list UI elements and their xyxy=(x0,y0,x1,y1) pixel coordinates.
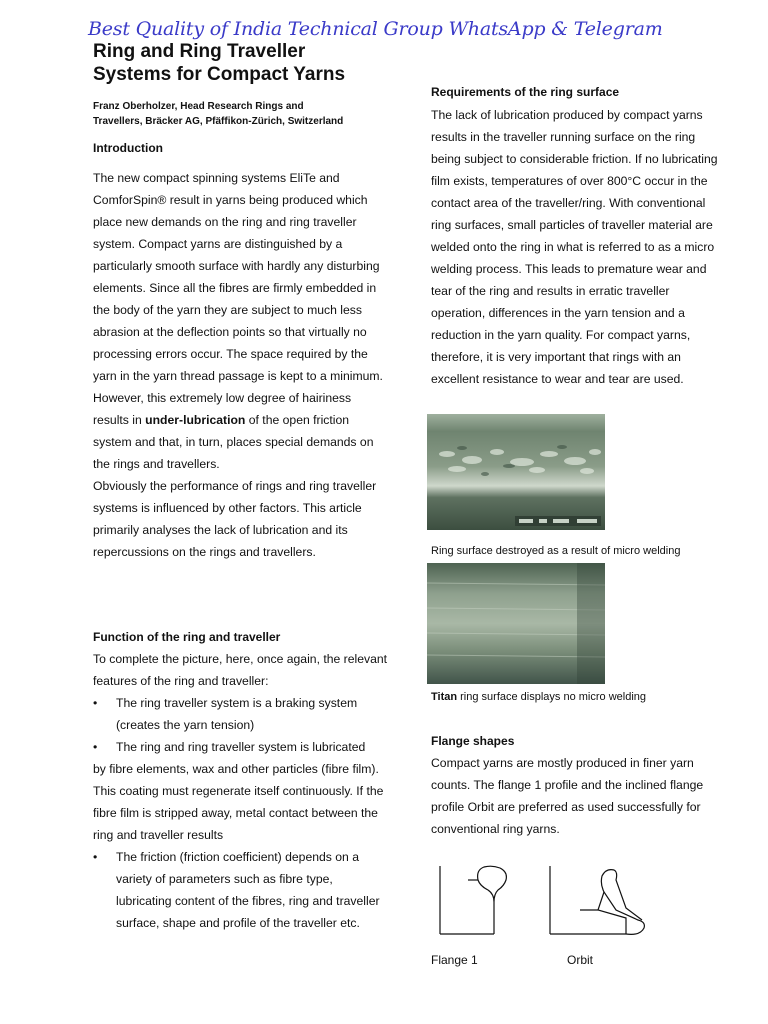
flange-1-label: Flange 1 xyxy=(431,953,478,967)
title-line-2: Systems for Compact Yarns xyxy=(93,64,346,85)
flange-shapes-body: Compact yarns are mostly produced in finer yarn counts. The flange 1 profile and the inclined flange profile Orbit are preferred as used successfully for conventional ring yarns. xyxy=(431,756,704,836)
watermark: Best Quality of India Technical Group WhatsApp & Telegram xyxy=(88,18,663,40)
titan-ring-photo-graphic xyxy=(427,563,605,684)
titan-term: Titan xyxy=(431,691,458,703)
flange-1-profile xyxy=(440,866,506,934)
article-title xyxy=(93,40,413,86)
bullet-dot: • xyxy=(93,696,98,710)
bullet-item xyxy=(93,736,388,846)
authors-line-1: Franz Oberholzer, Head Research Rings and xyxy=(93,101,304,112)
author-affiliation xyxy=(93,100,393,129)
bullet-text-2-rest: by fibre elements, wax and other particles (fibre film). This coating must regenerate itself continuously. If the fibre film is stripped away, metal contact between the ring and traveller results xyxy=(93,762,384,842)
function-bullet-list xyxy=(93,692,388,934)
bullet-dot: • xyxy=(93,740,98,754)
micro-welding-photo xyxy=(427,414,605,530)
intro-paragraph-1: The new compact spinning systems EliTe and ComforSpin® result in yarns being produced which place new demands on the ring and ring traveller system. Compact yarns are distinguished by a particularly smooth surface with hardly any disturbing elements. Since all the fibres are firmly embedded in the body of the yarn they are subject to much less abrasion at the deflection points so that virtually no processing errors occur. The space required by the yarn in the yarn thread passage is kept to a minimum. xyxy=(93,171,383,383)
intro-p2-after: of the open friction system and that, in turn, places special demands on the rings and travellers. xyxy=(93,413,374,471)
function-intro: To complete the picture, here, once again, the relevant features of the ring and traveller: xyxy=(93,652,388,688)
intro-paragraph-2 xyxy=(93,387,388,475)
titan-caption xyxy=(431,691,646,703)
flange-shapes-heading: Flange shapes xyxy=(431,734,515,748)
introduction-heading: Introduction xyxy=(93,141,163,155)
requirements-body: The lack of lubrication produced by compact yarns results in the traveller running surface on the ring being subject to considerable friction. If no lubricating film exists, temperatures of over 800°C occur in the contact area of the traveller/ring. With conventional ring surfaces, small particles of traveller material are welded onto the ring in what is referred to as a micro welding process. This leads to premature wear and tear of the ring and results in erratic traveller operation, differences in the yarn tension and a reduction in the yarn quality. For compact yarns, therefore, it is very important that rings with an excellent resistance to wear and tear are used. xyxy=(431,108,718,386)
micro-welding-photo-graphic xyxy=(427,414,605,530)
micro-welding-caption: Ring surface destroyed as a result of micro welding xyxy=(431,545,681,557)
intro-p2-before: However, this extremely low degree of hairiness results in xyxy=(93,391,352,427)
title-line-1: Ring and Ring Traveller xyxy=(93,41,306,62)
authors-line-2: Travellers, Bräcker AG, Pfäffikon-Zürich, Switzerland xyxy=(93,115,344,127)
under-lubrication-term: under-lubrication xyxy=(145,413,246,427)
introduction-body xyxy=(93,167,388,563)
bullet-item xyxy=(93,846,388,934)
bullet-item xyxy=(93,692,388,736)
intro-paragraph-3: Obviously the performance of rings and ring traveller systems is influenced by other factors. This article primarily analyses the lack of lubrication and its repercussions on the rings and travellers. xyxy=(93,479,377,559)
flange-profile-diagram xyxy=(430,862,660,942)
orbit-profile xyxy=(550,866,644,934)
bullet-text-1: The ring traveller system is a braking system (creates the yarn tension) xyxy=(116,696,358,732)
requirements-heading: Requirements of the ring surface xyxy=(431,85,620,99)
orbit-label: Orbit xyxy=(567,953,594,967)
bullet-dot: • xyxy=(93,850,98,864)
bullet-text-2-first: The ring and ring traveller system is lubricated xyxy=(116,740,366,754)
titan-caption-rest: ring surface displays no micro welding xyxy=(457,691,646,703)
function-heading: Function of the ring and traveller xyxy=(93,630,281,644)
titan-ring-photo xyxy=(427,563,605,684)
bullet-text-3: The friction (friction coefficient) depends on a variety of parameters such as fibre type, lubricating content of the fibres, ring and traveller surface, shape and profile of the traveller etc. xyxy=(116,850,380,930)
